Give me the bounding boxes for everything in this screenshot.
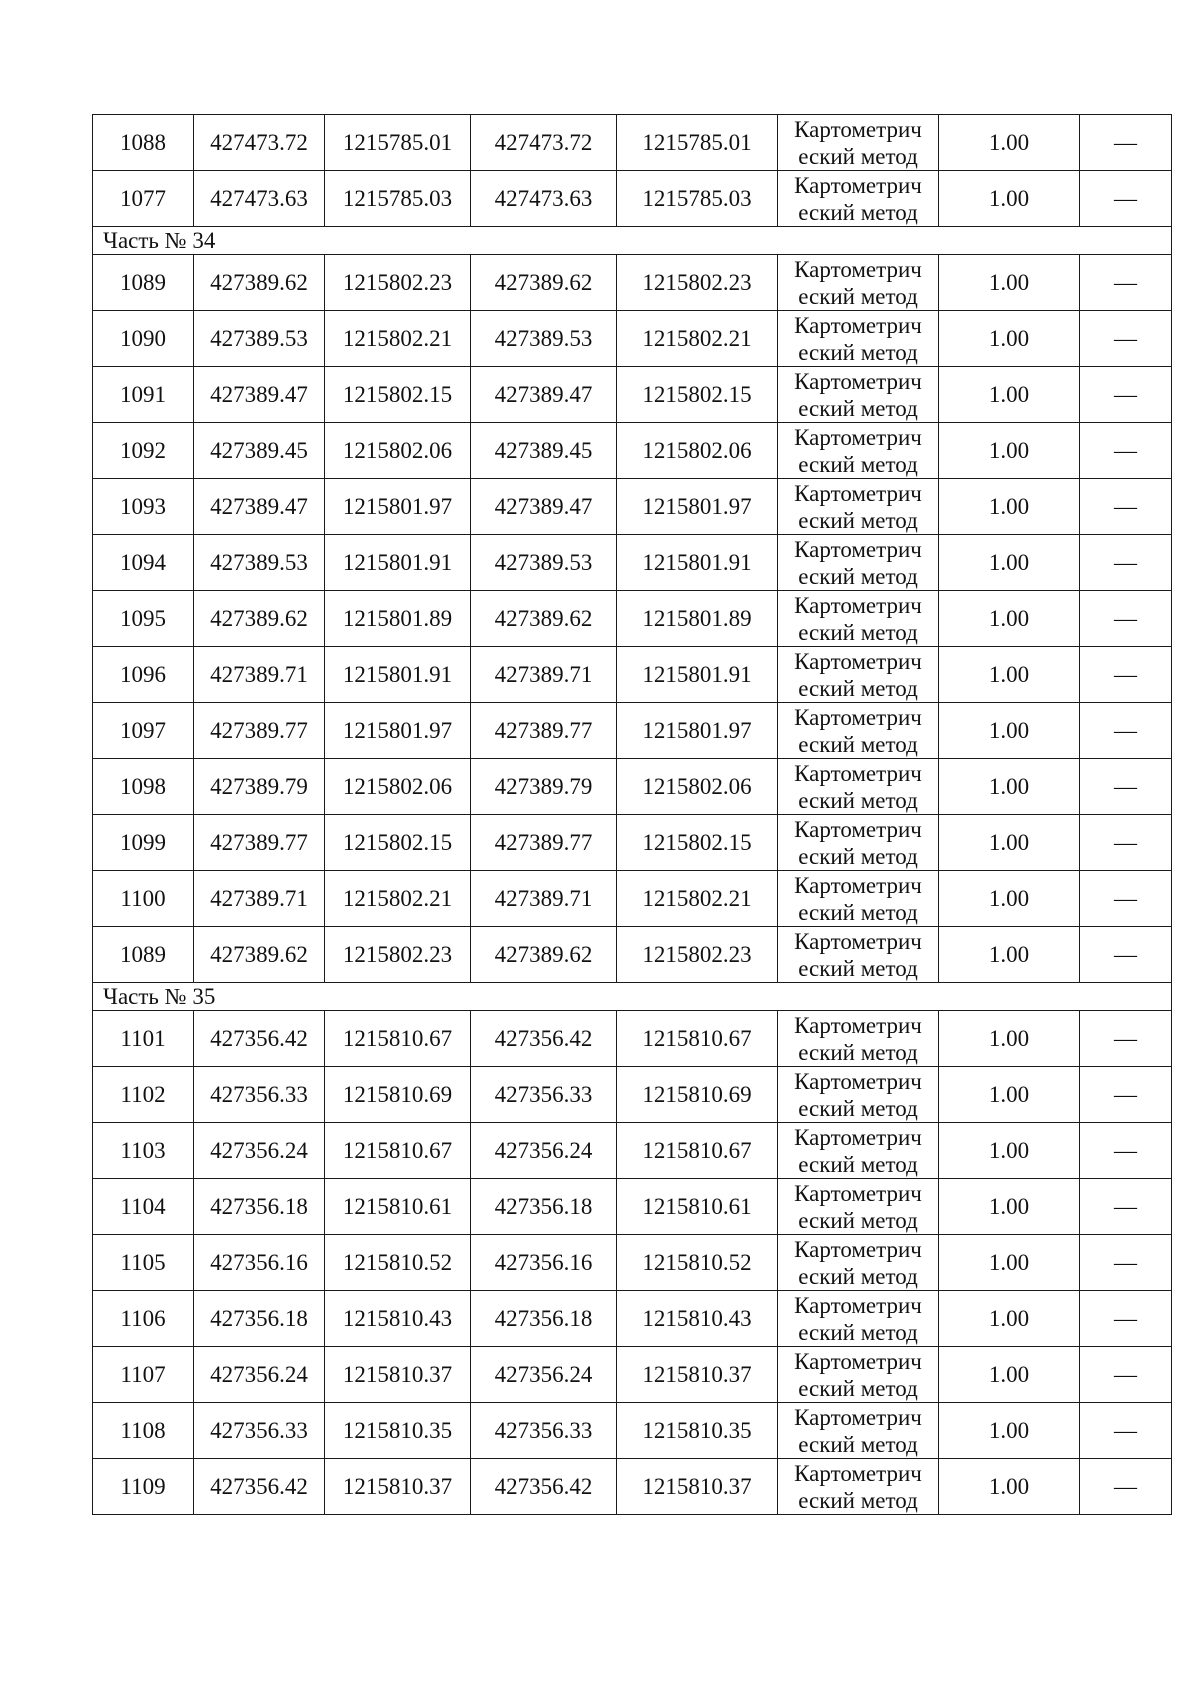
description-cell: —	[1080, 1179, 1172, 1235]
accuracy-cell: 1.00	[939, 1459, 1080, 1515]
new-x-cell: 427389.45	[471, 423, 617, 479]
method-text-line2: еский метод	[798, 1263, 918, 1289]
description-cell: —	[1080, 1347, 1172, 1403]
new-x-cell: 427356.42	[471, 1459, 617, 1515]
accuracy-cell: 1.00	[939, 1067, 1080, 1123]
table-row	[93, 1347, 1172, 1403]
method-text-line1: Картометрич	[794, 704, 922, 730]
new-y-cell: 1215801.91	[617, 535, 778, 591]
table-row	[93, 1123, 1172, 1179]
method-text-line2: еский метод	[798, 843, 918, 869]
method-cell	[778, 759, 939, 815]
table-row	[93, 871, 1172, 927]
accuracy-cell: 1.00	[939, 1347, 1080, 1403]
method-text-line2: еский метод	[798, 1095, 918, 1121]
method-text-line1: Картометрич	[794, 1292, 922, 1318]
point-number-cell: 1097	[93, 703, 194, 759]
existing-x-cell: 427389.53	[194, 535, 325, 591]
new-y-cell: 1215802.21	[617, 871, 778, 927]
method-text-line1: Картометрич	[794, 256, 922, 282]
description-cell: —	[1080, 591, 1172, 647]
existing-y-cell: 1215802.06	[325, 423, 471, 479]
accuracy-cell: 1.00	[939, 255, 1080, 311]
new-x-cell: 427389.71	[471, 871, 617, 927]
method-cell	[778, 1459, 939, 1515]
existing-x-cell: 427356.24	[194, 1123, 325, 1179]
accuracy-cell: 1.00	[939, 815, 1080, 871]
table-body	[93, 115, 1172, 1515]
description-cell: —	[1080, 1123, 1172, 1179]
table-row	[93, 759, 1172, 815]
accuracy-cell: 1.00	[939, 1179, 1080, 1235]
existing-x-cell: 427389.77	[194, 815, 325, 871]
coordinates-table	[92, 114, 1172, 1515]
existing-y-cell: 1215785.01	[325, 115, 471, 171]
accuracy-cell: 1.00	[939, 171, 1080, 227]
method-text-line2: еский метод	[798, 199, 918, 225]
existing-y-cell: 1215810.43	[325, 1291, 471, 1347]
section-header-row	[93, 227, 1172, 255]
accuracy-cell: 1.00	[939, 479, 1080, 535]
existing-x-cell: 427473.63	[194, 171, 325, 227]
existing-y-cell: 1215810.67	[325, 1011, 471, 1067]
existing-y-cell: 1215810.69	[325, 1067, 471, 1123]
table-row	[93, 115, 1172, 171]
existing-x-cell: 427356.33	[194, 1403, 325, 1459]
new-x-cell: 427389.62	[471, 255, 617, 311]
existing-y-cell: 1215802.06	[325, 759, 471, 815]
table-row	[93, 1235, 1172, 1291]
table-row	[93, 591, 1172, 647]
method-text-line2: еский метод	[798, 451, 918, 477]
description-cell: —	[1080, 1235, 1172, 1291]
method-text-line1: Картометрич	[794, 1236, 922, 1262]
new-x-cell: 427389.53	[471, 311, 617, 367]
existing-x-cell: 427356.42	[194, 1011, 325, 1067]
method-text-line2: еский метод	[798, 143, 918, 169]
description-cell: —	[1080, 647, 1172, 703]
method-text-line1: Картометрич	[794, 1012, 922, 1038]
table-row	[93, 423, 1172, 479]
new-y-cell: 1215802.06	[617, 759, 778, 815]
new-y-cell: 1215802.15	[617, 367, 778, 423]
new-x-cell: 427356.33	[471, 1067, 617, 1123]
point-number-cell: 1105	[93, 1235, 194, 1291]
method-text-line2: еский метод	[798, 1207, 918, 1233]
new-y-cell: 1215801.91	[617, 647, 778, 703]
new-y-cell: 1215801.97	[617, 703, 778, 759]
existing-y-cell: 1215810.37	[325, 1347, 471, 1403]
description-cell: —	[1080, 871, 1172, 927]
new-x-cell: 427356.16	[471, 1235, 617, 1291]
method-cell	[778, 815, 939, 871]
new-x-cell: 427389.79	[471, 759, 617, 815]
method-cell	[778, 1403, 939, 1459]
new-x-cell: 427356.24	[471, 1347, 617, 1403]
method-text-line1: Картометрич	[794, 1348, 922, 1374]
method-cell	[778, 591, 939, 647]
method-text-line2: еский метод	[798, 675, 918, 701]
point-number-cell: 1090	[93, 311, 194, 367]
method-cell	[778, 1235, 939, 1291]
new-y-cell: 1215810.61	[617, 1179, 778, 1235]
method-text-line1: Картометрич	[794, 592, 922, 618]
accuracy-cell: 1.00	[939, 591, 1080, 647]
description-cell: —	[1080, 311, 1172, 367]
existing-y-cell: 1215810.35	[325, 1403, 471, 1459]
table-row	[93, 927, 1172, 983]
point-number-cell: 1089	[93, 255, 194, 311]
method-cell	[778, 311, 939, 367]
method-text-line1: Картометрич	[794, 424, 922, 450]
accuracy-cell: 1.00	[939, 871, 1080, 927]
new-x-cell: 427389.62	[471, 927, 617, 983]
method-text-line2: еский метод	[798, 507, 918, 533]
new-y-cell: 1215801.89	[617, 591, 778, 647]
method-cell	[778, 1179, 939, 1235]
method-cell	[778, 1123, 939, 1179]
existing-y-cell: 1215810.37	[325, 1459, 471, 1515]
point-number-cell: 1109	[93, 1459, 194, 1515]
new-x-cell: 427389.71	[471, 647, 617, 703]
section-label: Часть № 35	[93, 983, 1172, 1011]
existing-y-cell: 1215802.21	[325, 311, 471, 367]
method-text-line2: еский метод	[798, 899, 918, 925]
method-text-line2: еский метод	[798, 339, 918, 365]
method-text-line1: Картометрич	[794, 816, 922, 842]
point-number-cell: 1089	[93, 927, 194, 983]
new-y-cell: 1215801.97	[617, 479, 778, 535]
new-y-cell: 1215810.69	[617, 1067, 778, 1123]
point-number-cell: 1108	[93, 1403, 194, 1459]
table-row	[93, 703, 1172, 759]
new-y-cell: 1215810.35	[617, 1403, 778, 1459]
existing-y-cell: 1215801.97	[325, 703, 471, 759]
accuracy-cell: 1.00	[939, 1011, 1080, 1067]
method-cell	[778, 1011, 939, 1067]
point-number-cell: 1107	[93, 1347, 194, 1403]
new-x-cell: 427389.62	[471, 591, 617, 647]
existing-y-cell: 1215802.21	[325, 871, 471, 927]
method-cell	[778, 871, 939, 927]
point-number-cell: 1102	[93, 1067, 194, 1123]
new-y-cell: 1215802.21	[617, 311, 778, 367]
existing-x-cell: 427356.16	[194, 1235, 325, 1291]
method-cell	[778, 115, 939, 171]
description-cell: —	[1080, 759, 1172, 815]
section-label: Часть № 34	[93, 227, 1172, 255]
description-cell: —	[1080, 115, 1172, 171]
existing-y-cell: 1215810.67	[325, 1123, 471, 1179]
point-number-cell: 1104	[93, 1179, 194, 1235]
point-number-cell: 1094	[93, 535, 194, 591]
method-text-line2: еский метод	[798, 563, 918, 589]
method-text-line1: Картометрич	[794, 368, 922, 394]
method-cell	[778, 479, 939, 535]
accuracy-cell: 1.00	[939, 311, 1080, 367]
point-number-cell: 1099	[93, 815, 194, 871]
description-cell: —	[1080, 815, 1172, 871]
existing-y-cell: 1215810.61	[325, 1179, 471, 1235]
method-cell	[778, 927, 939, 983]
table-row	[93, 367, 1172, 423]
new-x-cell: 427356.18	[471, 1291, 617, 1347]
method-text-line2: еский метод	[798, 955, 918, 981]
existing-x-cell: 427356.24	[194, 1347, 325, 1403]
method-text-line2: еский метод	[798, 1039, 918, 1065]
description-cell: —	[1080, 1011, 1172, 1067]
method-cell	[778, 367, 939, 423]
method-text-line1: Картометрич	[794, 928, 922, 954]
existing-x-cell: 427389.71	[194, 647, 325, 703]
table-row	[93, 1179, 1172, 1235]
method-text-line2: еский метод	[798, 731, 918, 757]
point-number-cell: 1098	[93, 759, 194, 815]
new-y-cell: 1215810.43	[617, 1291, 778, 1347]
accuracy-cell: 1.00	[939, 703, 1080, 759]
method-text-line2: еский метод	[798, 283, 918, 309]
point-number-cell: 1103	[93, 1123, 194, 1179]
method-text-line1: Картометрич	[794, 1460, 922, 1486]
accuracy-cell: 1.00	[939, 1123, 1080, 1179]
method-cell	[778, 1067, 939, 1123]
accuracy-cell: 1.00	[939, 927, 1080, 983]
new-y-cell: 1215810.52	[617, 1235, 778, 1291]
description-cell: —	[1080, 479, 1172, 535]
table-row	[93, 1067, 1172, 1123]
method-text-line1: Картометрич	[794, 648, 922, 674]
accuracy-cell: 1.00	[939, 1235, 1080, 1291]
existing-x-cell: 427356.42	[194, 1459, 325, 1515]
point-number-cell: 1092	[93, 423, 194, 479]
method-text-line1: Картометрич	[794, 760, 922, 786]
method-cell	[778, 255, 939, 311]
existing-y-cell: 1215801.91	[325, 647, 471, 703]
new-x-cell: 427356.18	[471, 1179, 617, 1235]
point-number-cell: 1106	[93, 1291, 194, 1347]
accuracy-cell: 1.00	[939, 423, 1080, 479]
existing-y-cell: 1215802.15	[325, 815, 471, 871]
existing-x-cell: 427389.47	[194, 479, 325, 535]
method-cell	[778, 703, 939, 759]
point-number-cell: 1100	[93, 871, 194, 927]
table-row	[93, 311, 1172, 367]
existing-x-cell: 427389.62	[194, 591, 325, 647]
method-text-line1: Картометрич	[794, 1180, 922, 1206]
method-text-line1: Картометрич	[794, 1404, 922, 1430]
new-y-cell: 1215802.15	[617, 815, 778, 871]
accuracy-cell: 1.00	[939, 647, 1080, 703]
method-text-line2: еский метод	[798, 787, 918, 813]
new-x-cell: 427389.77	[471, 815, 617, 871]
new-y-cell: 1215810.67	[617, 1011, 778, 1067]
method-text-line1: Картометрич	[794, 116, 922, 142]
existing-x-cell: 427389.79	[194, 759, 325, 815]
description-cell: —	[1080, 535, 1172, 591]
method-text-line2: еский метод	[798, 1319, 918, 1345]
method-text-line1: Картометрич	[794, 312, 922, 338]
existing-x-cell: 427356.18	[194, 1291, 325, 1347]
existing-y-cell: 1215802.23	[325, 927, 471, 983]
table-row	[93, 815, 1172, 871]
accuracy-cell: 1.00	[939, 1291, 1080, 1347]
new-y-cell: 1215802.06	[617, 423, 778, 479]
existing-x-cell: 427389.71	[194, 871, 325, 927]
description-cell: —	[1080, 423, 1172, 479]
point-number-cell: 1091	[93, 367, 194, 423]
description-cell: —	[1080, 1067, 1172, 1123]
table-row	[93, 1291, 1172, 1347]
accuracy-cell: 1.00	[939, 367, 1080, 423]
new-x-cell: 427389.53	[471, 535, 617, 591]
method-text-line1: Картометрич	[794, 1124, 922, 1150]
existing-y-cell: 1215802.15	[325, 367, 471, 423]
new-y-cell: 1215802.23	[617, 927, 778, 983]
accuracy-cell: 1.00	[939, 115, 1080, 171]
method-text-line1: Картометрич	[794, 1068, 922, 1094]
table-row	[93, 1403, 1172, 1459]
new-x-cell: 427473.72	[471, 115, 617, 171]
description-cell: —	[1080, 703, 1172, 759]
existing-x-cell: 427356.33	[194, 1067, 325, 1123]
existing-y-cell: 1215801.97	[325, 479, 471, 535]
point-number-cell: 1095	[93, 591, 194, 647]
new-y-cell: 1215785.03	[617, 171, 778, 227]
description-cell: —	[1080, 171, 1172, 227]
table-row	[93, 1459, 1172, 1515]
section-header-row	[93, 983, 1172, 1011]
method-cell	[778, 1347, 939, 1403]
method-cell	[778, 647, 939, 703]
accuracy-cell: 1.00	[939, 535, 1080, 591]
table-row	[93, 535, 1172, 591]
existing-x-cell: 427389.62	[194, 927, 325, 983]
description-cell: —	[1080, 255, 1172, 311]
method-cell	[778, 171, 939, 227]
point-number-cell: 1077	[93, 171, 194, 227]
new-x-cell: 427389.77	[471, 703, 617, 759]
existing-x-cell: 427356.18	[194, 1179, 325, 1235]
method-text-line2: еский метод	[798, 1375, 918, 1401]
description-cell: —	[1080, 927, 1172, 983]
existing-x-cell: 427389.45	[194, 423, 325, 479]
table-row	[93, 1011, 1172, 1067]
table-row	[93, 171, 1172, 227]
existing-x-cell: 427389.62	[194, 255, 325, 311]
method-text-line2: еский метод	[798, 619, 918, 645]
method-text-line1: Картометрич	[794, 172, 922, 198]
description-cell: —	[1080, 367, 1172, 423]
existing-x-cell: 427389.53	[194, 311, 325, 367]
method-text-line1: Картометрич	[794, 480, 922, 506]
new-y-cell: 1215810.37	[617, 1459, 778, 1515]
new-y-cell: 1215810.37	[617, 1347, 778, 1403]
new-x-cell: 427356.24	[471, 1123, 617, 1179]
method-text-line1: Картометрич	[794, 872, 922, 898]
accuracy-cell: 1.00	[939, 759, 1080, 815]
method-text-line1: Картометрич	[794, 536, 922, 562]
method-text-line2: еский метод	[798, 1151, 918, 1177]
point-number-cell: 1088	[93, 115, 194, 171]
point-number-cell: 1096	[93, 647, 194, 703]
point-number-cell: 1101	[93, 1011, 194, 1067]
point-number-cell: 1093	[93, 479, 194, 535]
existing-y-cell: 1215801.91	[325, 535, 471, 591]
description-cell: —	[1080, 1291, 1172, 1347]
method-text-line2: еский метод	[798, 1487, 918, 1513]
new-x-cell: 427356.33	[471, 1403, 617, 1459]
table-row	[93, 255, 1172, 311]
table-row	[93, 479, 1172, 535]
existing-x-cell: 427389.77	[194, 703, 325, 759]
existing-y-cell: 1215810.52	[325, 1235, 471, 1291]
description-cell: —	[1080, 1403, 1172, 1459]
existing-y-cell: 1215802.23	[325, 255, 471, 311]
description-cell: —	[1080, 1459, 1172, 1515]
new-x-cell: 427389.47	[471, 367, 617, 423]
new-y-cell: 1215785.01	[617, 115, 778, 171]
method-text-line2: еский метод	[798, 395, 918, 421]
table-row	[93, 647, 1172, 703]
accuracy-cell: 1.00	[939, 1403, 1080, 1459]
method-cell	[778, 423, 939, 479]
existing-y-cell: 1215785.03	[325, 171, 471, 227]
new-y-cell: 1215810.67	[617, 1123, 778, 1179]
method-cell	[778, 1291, 939, 1347]
existing-x-cell: 427389.47	[194, 367, 325, 423]
new-y-cell: 1215802.23	[617, 255, 778, 311]
new-x-cell: 427473.63	[471, 171, 617, 227]
method-text-line2: еский метод	[798, 1431, 918, 1457]
new-x-cell: 427389.47	[471, 479, 617, 535]
new-x-cell: 427356.42	[471, 1011, 617, 1067]
existing-x-cell: 427473.72	[194, 115, 325, 171]
method-cell	[778, 535, 939, 591]
existing-y-cell: 1215801.89	[325, 591, 471, 647]
